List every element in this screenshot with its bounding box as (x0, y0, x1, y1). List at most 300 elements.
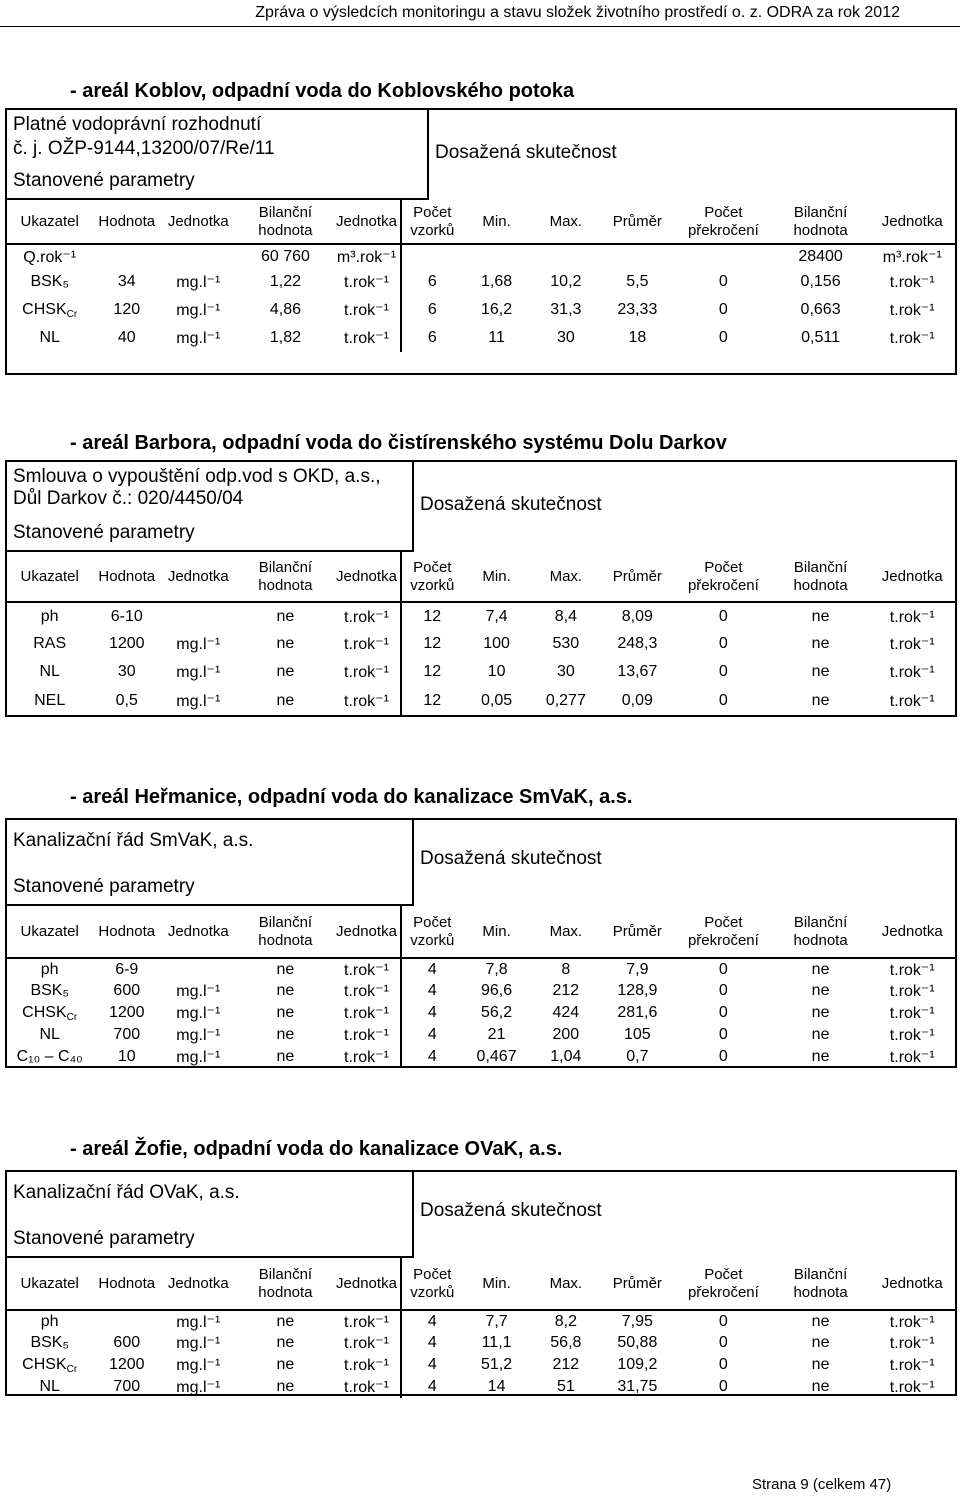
table-cell: BSK₅ (30, 1334, 69, 1351)
table-cell: ne (276, 1026, 295, 1043)
table-cell: $CHSK_{Cr}$ (22, 1356, 78, 1375)
table-cell: 0,7 (626, 1048, 649, 1065)
table-cell (159, 602, 237, 630)
table-cell: 14 (487, 1378, 506, 1395)
table-cell: 28400 (774, 244, 868, 268)
column-header: Počet vzorků (401, 1258, 464, 1310)
table-cell: ne (774, 1310, 868, 1332)
table-cell: 1,22 (269, 273, 301, 290)
table-cell (94, 1310, 159, 1332)
table-cell: 7,9 (602, 958, 674, 980)
column-header: Jednotka (167, 1274, 229, 1292)
table-cell: ne (811, 1004, 830, 1021)
table-cell: BSK₅ (30, 982, 69, 999)
table-cell: ne (276, 1048, 295, 1065)
table-cell: t.rok⁻¹ (344, 274, 389, 291)
table-cell: mg.l⁻¹ (176, 1335, 221, 1352)
table-cell: t.rok⁻¹ (889, 1005, 935, 1022)
table-cell: mg.l⁻¹ (176, 1049, 221, 1066)
table-cell: t.rok⁻¹ (344, 1379, 389, 1396)
table-cell: ne (811, 692, 830, 709)
table-cell: 1200 (108, 1356, 145, 1373)
table-cell: 0 (718, 301, 728, 318)
table-cell: 40 (117, 329, 136, 346)
table-cell: t.rok⁻¹ (868, 602, 958, 630)
table-cell: 0 (718, 273, 728, 290)
table-cell: mg.l⁻¹ (176, 330, 221, 347)
params-label: Stanovené parametry (13, 1228, 195, 1249)
table-cell: t.rok⁻¹ (889, 1335, 935, 1352)
table-cell: t.rok⁻¹ (344, 302, 389, 319)
table-cell: 6-10 (94, 602, 159, 630)
table-cell: 0,467 (476, 1048, 517, 1065)
header-row (5, 200, 957, 244)
column-header: Průměr (612, 1274, 662, 1292)
table-cell: 600 (113, 982, 141, 999)
column-header: Bilanční hodnota (258, 913, 313, 949)
column-header: Počet vzorků (401, 552, 464, 602)
header-row (5, 1258, 957, 1310)
column-header: Max. (549, 212, 583, 230)
table-cell: 0 (718, 1356, 728, 1373)
achieved-label: Dosažená skutečnost (435, 142, 617, 163)
table-cell: ne (276, 1378, 295, 1395)
table-row (5, 296, 957, 324)
table-cell: 700 (113, 1378, 141, 1395)
table-cell: 8,4 (530, 602, 602, 630)
table-row (5, 686, 957, 716)
column-header: Max. (549, 1274, 583, 1292)
table-cell: t.rok⁻¹ (889, 1027, 935, 1044)
table-cell (673, 244, 774, 268)
section-zofie (5, 1170, 957, 1396)
table-cell: ne (811, 663, 830, 680)
column-header: Počet vzorků (401, 906, 464, 958)
section-title-hermanice: - areál Heřmanice, odpadní voda do kanalizace SmVaK, a.s. (70, 786, 633, 808)
table-cell: ph (5, 1310, 94, 1332)
column-header: Jednotka (881, 1274, 943, 1292)
table-cell: 4 (401, 1332, 464, 1354)
table-cell: 100 (483, 635, 510, 652)
table-row (5, 1376, 957, 1398)
table-row (5, 1332, 957, 1354)
table-cell: C₁₀ – C₄₀ (16, 1048, 83, 1065)
table-cell: 0,663 (800, 301, 841, 318)
data-table (5, 200, 957, 352)
column-header: Jednotka (336, 922, 397, 940)
column-header: Počet překročení (687, 913, 759, 949)
table-cell: 0 (718, 635, 728, 652)
table-cell: 0 (718, 1048, 728, 1065)
table-row (5, 1002, 957, 1024)
data-table (5, 552, 957, 716)
table-cell: 30 (556, 329, 575, 346)
table-cell: 0 (673, 1310, 774, 1332)
table-cell: t.rok⁻¹ (889, 983, 935, 1000)
table-cell: 13,67 (617, 663, 658, 680)
table-cell: 200 (552, 1026, 580, 1043)
info-line-2: č. j. OŽP-9144,13200/07/Re/11 (13, 138, 275, 159)
table-row (5, 1354, 957, 1376)
table-cell: ne (276, 663, 295, 680)
table-cell: t.rok⁻¹ (889, 302, 935, 319)
table-cell: t.rok⁻¹ (344, 1335, 389, 1352)
table-cell: 1,68 (481, 273, 513, 290)
column-header: Počet překročení (687, 1265, 759, 1301)
table-cell: 51 (556, 1378, 575, 1395)
column-header: Bilanční hodnota (793, 1265, 848, 1301)
table-cell: 530 (552, 635, 580, 652)
table-cell: 4 (401, 1024, 464, 1046)
table-cell: t.rok⁻¹ (889, 330, 935, 347)
table-row (5, 1046, 957, 1068)
table-cell: 51,2 (481, 1356, 513, 1373)
column-header: Jednotka (336, 1274, 397, 1292)
table-cell: 31,75 (617, 1378, 658, 1395)
table-cell (463, 244, 530, 268)
table-cell: 60 760 (237, 244, 333, 268)
column-header: Jednotka (881, 922, 943, 940)
table-cell: 0 (718, 692, 728, 709)
table-cell: t.rok⁻¹ (344, 636, 389, 653)
column-header: Min. (482, 567, 511, 585)
column-header: Bilanční hodnota (793, 558, 848, 594)
table-cell: 96,6 (481, 982, 513, 999)
table-cell: 248,3 (617, 635, 658, 652)
table-cell: 0 (673, 602, 774, 630)
table-cell: ne (276, 1334, 295, 1351)
column-header: Počet překročení (687, 203, 759, 239)
table-cell: ne (811, 1356, 830, 1373)
table-cell: 109,2 (617, 1356, 658, 1373)
column-header: Ukazatel (20, 212, 79, 230)
column-header: Jednotka (167, 922, 229, 940)
table-cell: ph (5, 958, 94, 980)
table-cell: ne (811, 1334, 830, 1351)
info-line-1: Smlouva o vypouštění odp.vod s OKD, a.s., (13, 466, 381, 487)
info-line-1: Platné vodoprávní rozhodnutí (13, 114, 262, 135)
table-cell: t.rok⁻¹ (344, 664, 389, 681)
table-cell: mg.l⁻¹ (176, 1005, 221, 1022)
table-cell: 10,2 (550, 273, 582, 290)
table-cell: m³.rok⁻¹ (333, 244, 400, 268)
table-cell: mg.l⁻¹ (176, 983, 221, 1000)
table-cell: mg.l⁻¹ (176, 1027, 221, 1044)
table-cell: 7,4 (463, 602, 530, 630)
table-cell: 105 (623, 1026, 651, 1043)
table-cell: m³.rok⁻¹ (868, 244, 958, 268)
params-label: Stanovené parametry (13, 170, 195, 191)
header-rule (0, 26, 960, 27)
table-cell: 4 (401, 1310, 464, 1332)
table-cell: 12 (401, 630, 464, 658)
table-cell: 0,05 (481, 692, 513, 709)
table-cell: 16,2 (481, 301, 513, 318)
table-cell: $CHSK_{Cr}$ (22, 1004, 78, 1023)
table-cell: t.rok⁻¹ (333, 958, 400, 980)
table-cell: ne (774, 602, 868, 630)
info-line-1: Kanalizační řád OVaK, a.s. (13, 1182, 240, 1203)
info-line-1: Kanalizační řád SmVaK, a.s. (13, 830, 254, 851)
table-cell: 12 (401, 658, 464, 686)
column-header: Počet překročení (687, 558, 759, 594)
table-cell: ne (276, 1356, 295, 1373)
table-cell: 6 (401, 296, 464, 324)
table-row (5, 244, 957, 268)
table-cell: 1,82 (269, 329, 301, 346)
data-table (5, 1258, 957, 1398)
header-row (5, 552, 957, 602)
table-cell: RAS (33, 635, 67, 652)
table-cell (159, 244, 237, 268)
table-cell: $CHSK_{Cr}$ (22, 301, 78, 320)
table-cell: t.rok⁻¹ (868, 958, 958, 980)
table-cell: 0 (718, 1378, 728, 1395)
table-cell: 30 (556, 663, 575, 680)
table-cell: 8,09 (602, 602, 674, 630)
table-cell: 6 (401, 268, 464, 296)
table-row (5, 1310, 957, 1332)
table-cell: NL (39, 663, 60, 680)
table-cell: NEL (34, 692, 66, 709)
column-header: Jednotka (167, 212, 229, 230)
column-header: Průměr (612, 212, 662, 230)
column-header: Max. (549, 922, 583, 940)
table-cell: 1,04 (550, 1048, 582, 1065)
table-cell: 128,9 (617, 982, 658, 999)
column-header: Min. (482, 1274, 511, 1292)
table-cell: mg.l⁻¹ (176, 302, 221, 319)
table-cell: 30 (117, 663, 136, 680)
table-cell: t.rok⁻¹ (344, 983, 389, 1000)
column-header: Jednotka (336, 212, 397, 230)
table-row (5, 268, 957, 296)
table-cell: 0 (718, 329, 728, 346)
column-header: Jednotka (881, 567, 943, 585)
table-cell: 1200 (108, 1004, 145, 1021)
table-cell: t.rok⁻¹ (344, 1049, 389, 1066)
table-cell: t.rok⁻¹ (889, 1357, 935, 1374)
table-cell: 50,88 (617, 1334, 658, 1351)
table-cell: ne (276, 1004, 295, 1021)
table-cell: 23,33 (617, 301, 658, 318)
table-cell: ne (811, 635, 830, 652)
table-cell: ne (237, 1310, 333, 1332)
achieved-label: Dosažená skutečnost (420, 1200, 602, 1221)
section-hermanice (5, 818, 957, 1068)
section-title-zofie: - areál Žofie, odpadní voda do kanalizace OVaK, a.s. (70, 1138, 563, 1160)
column-header: Bilanční hodnota (258, 1265, 313, 1301)
column-header: Max. (549, 567, 583, 585)
section-title-koblov: - areál Koblov, odpadní voda do Koblovského potoka (70, 80, 575, 102)
section-barbora (5, 460, 957, 717)
table-cell: Q.rok⁻¹ (5, 244, 94, 268)
table-cell: 8,2 (530, 1310, 602, 1332)
table-cell: t.rok⁻¹ (889, 636, 935, 653)
table-cell: mg.l⁻¹ (176, 274, 221, 291)
params-label: Stanovené parametry (13, 522, 195, 543)
table-cell: 281,6 (617, 1004, 658, 1021)
column-header: Ukazatel (20, 922, 79, 940)
column-header: Jednotka (336, 567, 397, 585)
table-cell: t.rok⁻¹ (344, 1027, 389, 1044)
table-cell: 0 (718, 1334, 728, 1351)
table-row (5, 324, 957, 352)
table-cell: 34 (117, 273, 136, 290)
table-row (5, 958, 957, 980)
table-cell: 7,95 (602, 1310, 674, 1332)
table-cell: mg.l⁻¹ (176, 636, 221, 653)
table-cell: 0,5 (115, 692, 138, 709)
table-cell: t.rok⁻¹ (889, 693, 935, 710)
achieved-label: Dosažená skutečnost (420, 848, 602, 869)
data-table (5, 906, 957, 1068)
table-cell: 4 (401, 1376, 464, 1398)
table-row (5, 602, 957, 630)
table-cell: mg.l⁻¹ (176, 1379, 221, 1396)
table-cell: t.rok⁻¹ (344, 1357, 389, 1374)
info-line-2: Důl Darkov č.: 020/4450/04 (13, 488, 244, 509)
table-cell: t.rok⁻¹ (333, 1310, 400, 1332)
table-cell: 11,1 (481, 1334, 512, 1351)
column-header: Bilanční hodnota (258, 203, 313, 239)
achieved-label: Dosažená skutečnost (420, 494, 602, 515)
table-cell: 7,8 (463, 958, 530, 980)
table-cell: mg.l⁻¹ (176, 693, 221, 710)
table-cell: mg.l⁻¹ (176, 664, 221, 681)
table-cell: 0 (718, 982, 728, 999)
table-cell: 21 (487, 1026, 506, 1043)
table-cell: 5,5 (626, 273, 649, 290)
table-row (5, 630, 957, 658)
column-header: Ukazatel (20, 1274, 79, 1292)
table-cell: t.rok⁻¹ (889, 1379, 935, 1396)
table-cell: mg.l⁻¹ (159, 1310, 237, 1332)
table-cell (94, 244, 159, 268)
table-cell: ne (237, 958, 333, 980)
column-header: Počet vzorků (401, 200, 464, 244)
table-cell: 7,7 (463, 1310, 530, 1332)
table-cell: t.rok⁻¹ (889, 1049, 935, 1066)
column-header: Bilanční hodnota (793, 203, 848, 239)
table-cell: 12 (401, 602, 464, 630)
table-cell: NL (39, 1026, 60, 1043)
table-row (5, 658, 957, 686)
table-cell: 0 (718, 1004, 728, 1021)
table-cell: 0,511 (801, 329, 840, 346)
table-cell (530, 244, 602, 268)
table-cell: 212 (552, 982, 580, 999)
table-cell: t.rok⁻¹ (868, 1310, 958, 1332)
table-cell: 6-9 (94, 958, 159, 980)
table-cell: 11 (488, 329, 505, 346)
column-header: Ukazatel (20, 567, 79, 585)
page-footer: Strana 9 (celkem 47) (752, 1476, 892, 1493)
table-cell: ne (276, 982, 295, 999)
table-cell: ne (811, 1026, 830, 1043)
table-cell: ne (276, 635, 295, 652)
table-cell: 1200 (108, 635, 145, 652)
section-title-barbora: - areál Barbora, odpadní voda do čistírenského systému Dolu Darkov (70, 432, 727, 454)
table-cell: 0 (718, 663, 728, 680)
table-cell: 0 (673, 958, 774, 980)
section-koblov (5, 108, 957, 375)
table-cell (401, 244, 464, 268)
table-cell: 4 (401, 980, 464, 1002)
table-cell: 56,8 (550, 1334, 582, 1351)
table-cell: 120 (113, 301, 141, 318)
table-cell: 0,156 (800, 273, 841, 290)
table-cell: BSK₅ (30, 273, 69, 290)
table-cell: ne (811, 1048, 830, 1065)
header-row (5, 906, 957, 958)
table-cell: 18 (628, 329, 647, 346)
table-cell: 4 (401, 1354, 464, 1376)
column-header: Průměr (612, 922, 662, 940)
page-header: Zpráva o výsledcích monitoringu a stavu složek životního prostředí o. z. ODRA za rok 2012 (255, 4, 900, 21)
table-cell: 31,3 (550, 301, 582, 318)
column-header: Hodnota (98, 922, 156, 940)
table-cell (159, 958, 237, 980)
table-cell: t.rok⁻¹ (344, 693, 389, 710)
table-cell: ne (811, 1378, 830, 1395)
table-cell: t.rok⁻¹ (889, 274, 935, 291)
table-cell: 56,2 (481, 1004, 513, 1021)
table-row (5, 980, 957, 1002)
table-cell: ne (774, 958, 868, 980)
table-cell: t.rok⁻¹ (889, 664, 935, 681)
table-cell: ne (276, 692, 295, 709)
table-cell: 424 (552, 1004, 580, 1021)
table-cell: t.rok⁻¹ (344, 1005, 389, 1022)
table-cell: 700 (113, 1026, 141, 1043)
table-cell: 4 (401, 958, 464, 980)
column-header: Jednotka (167, 567, 229, 585)
params-label: Stanovené parametry (13, 876, 195, 897)
table-cell: 4 (401, 1002, 464, 1024)
column-header: Hodnota (98, 567, 156, 585)
column-header: Průměr (612, 567, 662, 585)
table-cell: 10 (487, 663, 506, 680)
table-cell: NL (39, 329, 60, 346)
table-cell: t.rok⁻¹ (333, 602, 400, 630)
table-cell: 0,09 (621, 692, 653, 709)
table-cell: NL (39, 1378, 60, 1395)
column-header: Bilanční hodnota (258, 558, 313, 594)
column-header: Hodnota (98, 212, 156, 230)
table-cell: 8 (530, 958, 602, 980)
table-cell: 10 (117, 1048, 136, 1065)
table-row (5, 1024, 957, 1046)
column-header: Hodnota (98, 1274, 156, 1292)
table-cell: 0 (718, 1026, 728, 1043)
table-cell: 212 (552, 1356, 580, 1373)
table-cell: 12 (401, 686, 464, 716)
table-cell: t.rok⁻¹ (344, 330, 389, 347)
table-cell: 6 (401, 324, 464, 352)
column-header: Jednotka (881, 212, 943, 230)
table-cell: 4 (401, 1046, 464, 1068)
table-cell: 4,86 (269, 301, 301, 318)
table-cell: ph (5, 602, 94, 630)
table-cell: 0,277 (545, 692, 586, 709)
table-cell: mg.l⁻¹ (176, 1357, 221, 1374)
column-header: Bilanční hodnota (793, 913, 848, 949)
table-cell: ne (811, 982, 830, 999)
table-cell: 600 (113, 1334, 141, 1351)
column-header: Min. (482, 922, 511, 940)
table-cell: ne (237, 602, 333, 630)
